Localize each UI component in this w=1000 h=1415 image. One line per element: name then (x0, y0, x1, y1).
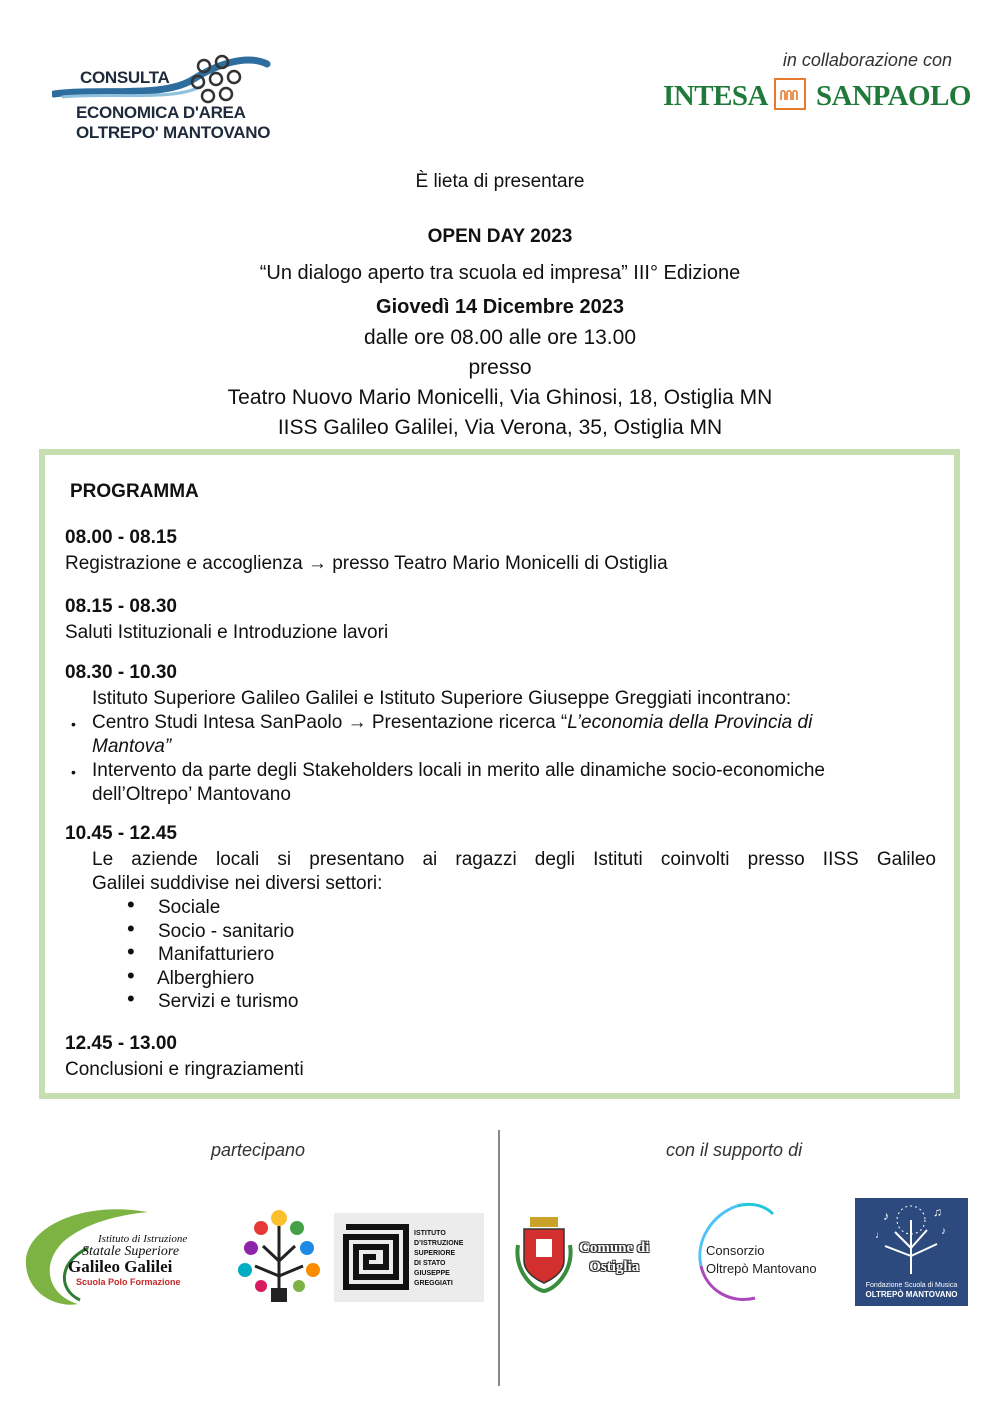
slot-3-bullet-1-text: Centro Studi Intesa SanPaolo → Presentazione ricerca “ (92, 712, 568, 733)
greggiati-maze-icon (342, 1223, 410, 1291)
event-title: OPEN DAY 2023 (427, 226, 573, 247)
intro-text: È lieta di presentare (415, 171, 585, 192)
slot-3-bullet-2-cont: dell’Oltrepo’ Mantovano (92, 784, 291, 805)
sector-item: Sociale (158, 897, 221, 918)
event-time: dalle ore 08.00 alle ore 13.00 (363, 326, 637, 349)
intesa-logo-word2: SANPAOLO (816, 80, 971, 112)
comune-ostiglia-logo (512, 1215, 672, 1295)
sector-item: Servizi e turismo (158, 991, 299, 1012)
bullet-icon: • (71, 716, 76, 732)
slot-4-text-line1: Le aziende locali si presentano ai ragazzi degli Istituti coinvolti presso IISS Galileo (92, 849, 936, 870)
svg-text:♪: ♪ (941, 1226, 946, 1237)
bullet-icon: • (127, 892, 135, 917)
bullet-icon: • (71, 764, 76, 780)
slot-3-time: 08.30 - 10.30 (65, 662, 177, 683)
intesa-sanpaolo-logo (663, 78, 971, 112)
intesa-logo-word1: INTESA (663, 80, 768, 112)
bullet-icon: • (127, 963, 135, 988)
music-tree-icon (855, 1198, 968, 1278)
bullet-icon: • (127, 939, 135, 964)
slot-4-text-line2: Galilei suddivise nei diversi settori: (92, 873, 383, 894)
consulta-logo-line3: OLTREPO' MANTOVANO (76, 123, 271, 142)
participants-label: partecipano (211, 1140, 306, 1160)
consorzio-line1: Consorzio (706, 1243, 765, 1258)
event-subtitle: “Un dialogo aperto tra scuola ed impresa” III° Edizione (259, 262, 741, 284)
svg-text:♪: ♪ (883, 1209, 889, 1223)
sector-item: Socio - sanitario (158, 921, 295, 942)
greggiati-line2: D’ISTRUZIONE (414, 1240, 464, 1247)
event-presso: presso (468, 356, 532, 379)
tree-icon (233, 1206, 325, 1306)
galilei-line4: Scuola Polo Formazione (76, 1277, 181, 1287)
collaboration-label: in collaborazione con (782, 50, 952, 70)
coat-of-arms-icon (512, 1215, 576, 1295)
slot-2-time: 08.15 - 08.30 (65, 596, 177, 617)
greggiati-line3: SUPERIORE (414, 1250, 456, 1257)
footer-divider (498, 1130, 500, 1386)
consulta-logo-line2: ECONOMICA D'AREA (76, 103, 246, 122)
slot-3-bullet-1-cont: Mantova” (92, 736, 172, 757)
greggiati-line4: DI STATO (414, 1260, 446, 1267)
greggiati-logo (334, 1213, 484, 1302)
greggiati-line1: ISTITUTO (414, 1230, 446, 1237)
consorzio-logo (693, 1200, 843, 1304)
comune-line1: Comune di (579, 1240, 650, 1256)
bullet-icon: • (127, 986, 135, 1011)
slot-3-bullet-1 (92, 712, 812, 734)
slot-3-bullet-1-italic: L’economia della Provincia di (567, 712, 813, 733)
slot-4-time: 10.45 - 12.45 (65, 823, 177, 844)
slot-2-text: Saluti Istituzionali e Introduzione lavori (65, 622, 389, 643)
galilei-line2: Statale Superiore (82, 1244, 180, 1259)
consulta-logo-line1: CONSULTA (80, 68, 170, 87)
comune-line2: Ostiglia (589, 1259, 640, 1275)
support-label: con il supporto di (666, 1140, 803, 1160)
slot-1-time: 08.00 - 08.15 (65, 527, 177, 548)
sector-item: Alberghiero (157, 968, 255, 989)
galilei-line3: Galileo Galilei (68, 1257, 173, 1276)
slot-3-intro: Istituto Superiore Galileo Galilei e Istituto Superiore Giuseppe Greggiati incontrano: (92, 688, 792, 709)
slot-5-time: 12.45 - 13.00 (65, 1033, 177, 1054)
svg-text:♩: ♩ (875, 1230, 885, 1241)
greggiati-line5: GIUSEPPE GREGGIATI (414, 1270, 453, 1287)
event-date: Giovedì 14 Dicembre 2023 (376, 296, 624, 318)
bullet-icon: • (127, 916, 135, 941)
sector-item: Manifatturiero (158, 944, 275, 965)
event-venue-2: IISS Galileo Galilei, Via Verona, 35, Ostiglia MN (277, 416, 723, 439)
programme-title: PROGRAMMA (70, 481, 199, 502)
slot-3-bullet-2: Intervento da parte degli Stakeholders locali in merito alle dinamiche socio-economiche (92, 760, 825, 781)
consulta-logo (52, 50, 277, 145)
svg-text:♫: ♫ (933, 1205, 942, 1219)
slot-1-text: Registrazione e accoglienza → presso Teatro Mario Monicelli di Ostiglia (65, 553, 668, 574)
intesa-mark-icon (774, 78, 806, 110)
programme-box (39, 449, 960, 1099)
slot-5-text: Conclusioni e ringraziamenti (65, 1059, 304, 1080)
event-venue-1: Teatro Nuovo Mario Monicelli, Via Ghinosi, 18, Ostiglia MN (227, 386, 773, 409)
musica-logo (855, 1198, 968, 1306)
galilei-line1: Istituto di Istruzione (98, 1233, 188, 1245)
consorzio-line2: Oltrepò Mantovano (706, 1261, 817, 1276)
tree-logo (233, 1206, 325, 1306)
musica-line1: Fondazione Scuola di Musica (865, 1282, 958, 1289)
musica-line2: OLTREPÒ MANTOVANO (865, 1290, 958, 1299)
galilei-logo (18, 1200, 223, 1315)
